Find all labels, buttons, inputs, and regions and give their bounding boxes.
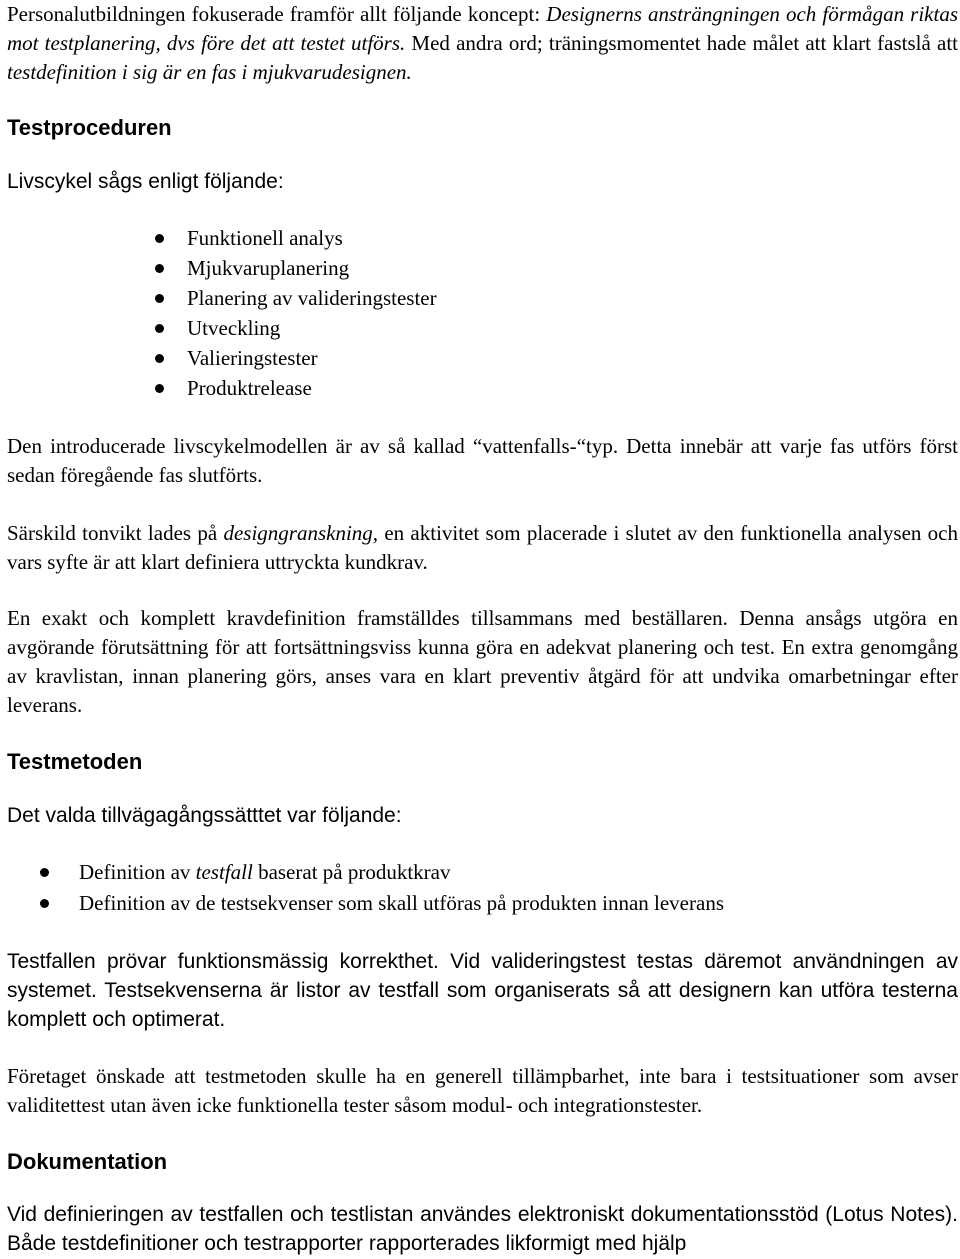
- section-heading-testproceduren: Testproceduren: [7, 115, 172, 140]
- list-item: Valieringstester: [7, 344, 907, 374]
- list-item: Mjukvaruplanering: [7, 254, 907, 284]
- intro-paragraph: [7, 0, 958, 87]
- bullet-icon: [155, 234, 164, 243]
- requirements-paragraph: En exakt och komplett kravdefinition framställdes tillsammans med beställaren. Denna ansågs utgöra en avgörande förutsättning för att fortsättningsviss kunna göra en adekvat planering och test. En extra genomgång av kravlistan, innan planering görs, anses vara en klart preventiv åtgärd för att undvika omarbetningar efter leverans.: [7, 606, 958, 717]
- list-item: Planering av valideringstester: [7, 284, 907, 314]
- testcases-paragraph: Testfallen prövar funktionsmässig korrekthet. Vid valideringstest testas däremot användningen av systemet. Testsekvenserna är listor av testfall som organiserats så att designern kan utföra testerna komplett och optimerat.: [7, 950, 958, 1031]
- list-item: Definition av de testsekvenser som skall utföras på produkten innan leverans: [7, 889, 947, 920]
- bullet-icon: [155, 294, 164, 303]
- testmetoden-lead: Det valda tillvägagångssätttet var följande:: [7, 804, 402, 827]
- bullet-icon: [155, 354, 164, 363]
- list-item: Produktrelease: [7, 374, 907, 404]
- bullet-icon: [40, 868, 49, 877]
- design-review-paragraph: Särskild tonvikt lades på designgranskning, en aktivitet som placerade i slutet av den funktionella analysen och vars syfte är att klart definiera uttryckta kundkrav.: [7, 521, 958, 574]
- intro-text-continued: Med andra ord; träningsmomentet hade målet att klart fastslå att: [405, 31, 958, 55]
- design-review-emphasis: designgranskning,: [223, 521, 379, 545]
- intro-text: Personalutbildningen fokuserade framför allt följande koncept:: [7, 2, 547, 26]
- bullet-icon: [155, 384, 164, 393]
- list-item: Utveckling: [7, 314, 907, 344]
- intro-emphasis: Designerns ansträngningen och förmågan riktas mot testplanering, dvs före det att testet utförs.: [7, 2, 959, 55]
- bullet-icon: [40, 899, 49, 908]
- list-item: Funktionell analys: [7, 224, 907, 254]
- method-list: [7, 858, 947, 920]
- intro-emphasis-end: testdefinition i sig är en fas i mjukvarudesignen.: [7, 60, 412, 84]
- testfall-emphasis: testfall: [195, 860, 253, 884]
- bullet-icon: [155, 264, 164, 273]
- applicability-paragraph: Företaget önskade att testmetoden skulle ha en generell tillämpbarhet, inte bara i testsituationer som avser validitettest utan även icke funktionella tester såsom modul- och integrationstester.: [7, 1064, 958, 1117]
- bullet-icon: [155, 324, 164, 333]
- section-heading-testmetoden: Testmetoden: [7, 749, 143, 774]
- section-heading-dokumentation: Dokumentation: [7, 1149, 168, 1174]
- documentation-paragraph: Vid definieringen av testfallen och testlistan användes elektroniskt dokumentationsstöd (Lotus Notes). Både testdefinitioner och testrapporter rapporterades likformigt med hjälp: [7, 1203, 958, 1255]
- waterfall-paragraph: Den introducerade livscykelmodellen är av så kallad “vattenfalls-“typ. Detta innebär att varje fas utförs först sedan föregående fas slutförts.: [7, 434, 958, 487]
- testproceduren-lead: Livscykel sågs enligt följande:: [7, 170, 284, 193]
- lifecycle-list: [7, 224, 907, 404]
- list-item: Definition av testfall baserat på produktkrav: [7, 858, 947, 889]
